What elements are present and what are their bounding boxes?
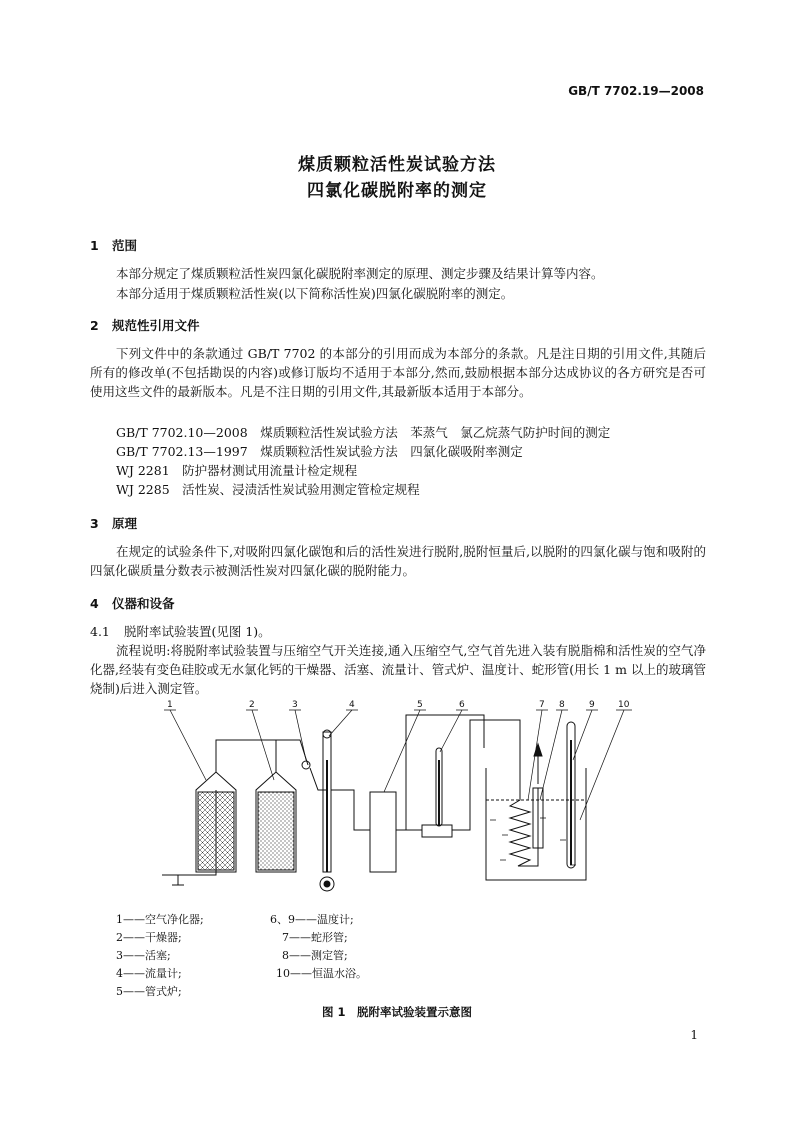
pipe xyxy=(331,790,370,830)
callout-9: 9 xyxy=(589,700,595,710)
legend-item: 10——恒温水浴。 xyxy=(276,967,367,980)
section-number: 4 xyxy=(90,596,99,611)
ground-symbol xyxy=(172,875,184,885)
section-title: 范围 xyxy=(112,238,138,253)
legend-item: 7——蛇形管; xyxy=(282,931,348,944)
callout-10: 10 xyxy=(618,700,630,710)
paragraph: 本部分适用于煤质颗粒活性炭(以下简称活性炭)四氯化碳脱附率的测定。 xyxy=(116,286,514,301)
legend-item: 1——空气净化器; xyxy=(116,913,204,926)
reference-item: WJ 2285 活性炭、浸渍活性炭试验用测定管检定规程 xyxy=(116,482,420,497)
thermometer xyxy=(422,748,452,837)
pipe xyxy=(276,740,308,765)
reference-item: WJ 2281 防护器材测试用流量计检定规程 xyxy=(116,463,358,478)
reference-item: GB/T 7702.13—1997 煤质颗粒活性炭试验方法 四氯化碳吸附率测定 xyxy=(116,444,523,459)
section-number: 2 xyxy=(90,318,99,333)
reference-item: GB/T 7702.10—2008 煤质颗粒活性炭试验方法 苯蒸气 氯乙烷蒸气防护时间的测定 xyxy=(116,425,611,440)
section-title: 原理 xyxy=(112,516,138,531)
callout-8: 8 xyxy=(559,700,565,710)
legend-item: 5——管式炉; xyxy=(116,985,182,998)
stopcock xyxy=(302,761,310,769)
pipe xyxy=(216,740,276,772)
standard-number: GB/T 7702.19—2008 xyxy=(568,84,704,98)
callout-4: 4 xyxy=(349,700,355,710)
section-2-heading xyxy=(90,316,200,334)
legend-item: 3——活塞; xyxy=(116,949,171,962)
page-number: 1 xyxy=(690,1028,698,1042)
paragraph: 下列文件中的条款通过 GB/T 7702 的本部分的引用而成为本部分的条款。凡是注日期的引用文件,其随后所有的修改单(不包括勘误的内容)或修订版均不适用于本部分,然而,鼓励根据本部分达成协议的各方研究是否可使用这些文件的最新版本。凡是不注日期的引用文件,其最新版本适用于本部分。 xyxy=(90,346,706,399)
paragraph: 流程说明:将脱附率试验装置与压缩空气开关连接,通入压缩空气,空气首先进入装有脱脂棉和活性炭的空气净化器,经装有变色硅胶或无水氯化钙的干燥器、活塞、流量计、管式炉、温度计、蛇形管(用长 1 m 以上的玻璃管烧制)后进入测定管。 xyxy=(90,643,706,696)
callout-labels xyxy=(167,700,630,710)
legend-item: 2——干燥器; xyxy=(116,931,182,944)
section-number: 3 xyxy=(90,516,99,531)
callout-5: 5 xyxy=(417,700,423,710)
subsection-number: 4.1 xyxy=(90,624,110,639)
document-subtitle: 四氯化碳脱附率的测定 xyxy=(307,181,487,201)
document-title: 煤质颗粒活性炭试验方法 xyxy=(298,155,496,175)
pipe xyxy=(310,768,328,790)
thermometer xyxy=(567,722,575,868)
legend-item: 8——测定管; xyxy=(282,949,348,962)
subsection-title: 脱附率试验装置(见图 1)。 xyxy=(124,624,271,639)
paragraph: 本部分规定了煤质颗粒活性炭四氯化碳脱附率测定的原理、测定步骤及结果计算等内容。 xyxy=(116,266,604,281)
callout-3: 3 xyxy=(292,700,298,710)
legend-item: 4——流量计; xyxy=(116,967,182,980)
section-3-heading xyxy=(90,514,137,532)
flow-meter xyxy=(320,730,334,891)
section-number: 1 xyxy=(90,238,99,253)
tube-furnace xyxy=(370,792,396,872)
subsection-4-1 xyxy=(90,622,271,640)
callout-1: 1 xyxy=(167,700,173,710)
figure-caption: 图 1 脱附率试验装置示意图 xyxy=(321,1005,472,1019)
apparatus-diagram xyxy=(140,700,660,900)
coil-tube xyxy=(510,760,538,866)
callout-2: 2 xyxy=(249,700,255,710)
callout-6: 6 xyxy=(459,700,465,710)
pipe xyxy=(396,720,520,830)
paragraph: 在规定的试验条件下,对吸附四氯化碳饱和后的活性炭进行脱附,脱附恒量后,以脱附的四氯化碳与饱和吸附的四氯化碳质量分数表示被测活性炭对四氯化碳的脱附能力。 xyxy=(90,544,706,578)
dryer xyxy=(256,772,296,872)
section-title: 仪器和设备 xyxy=(112,596,175,611)
section-4-heading xyxy=(90,594,175,612)
section-title: 规范性引用文件 xyxy=(112,318,200,333)
air-purifier xyxy=(196,772,236,872)
callout-7: 7 xyxy=(539,700,545,710)
section-1-heading xyxy=(90,236,137,254)
legend-item: 6、9——温度计; xyxy=(270,913,354,926)
